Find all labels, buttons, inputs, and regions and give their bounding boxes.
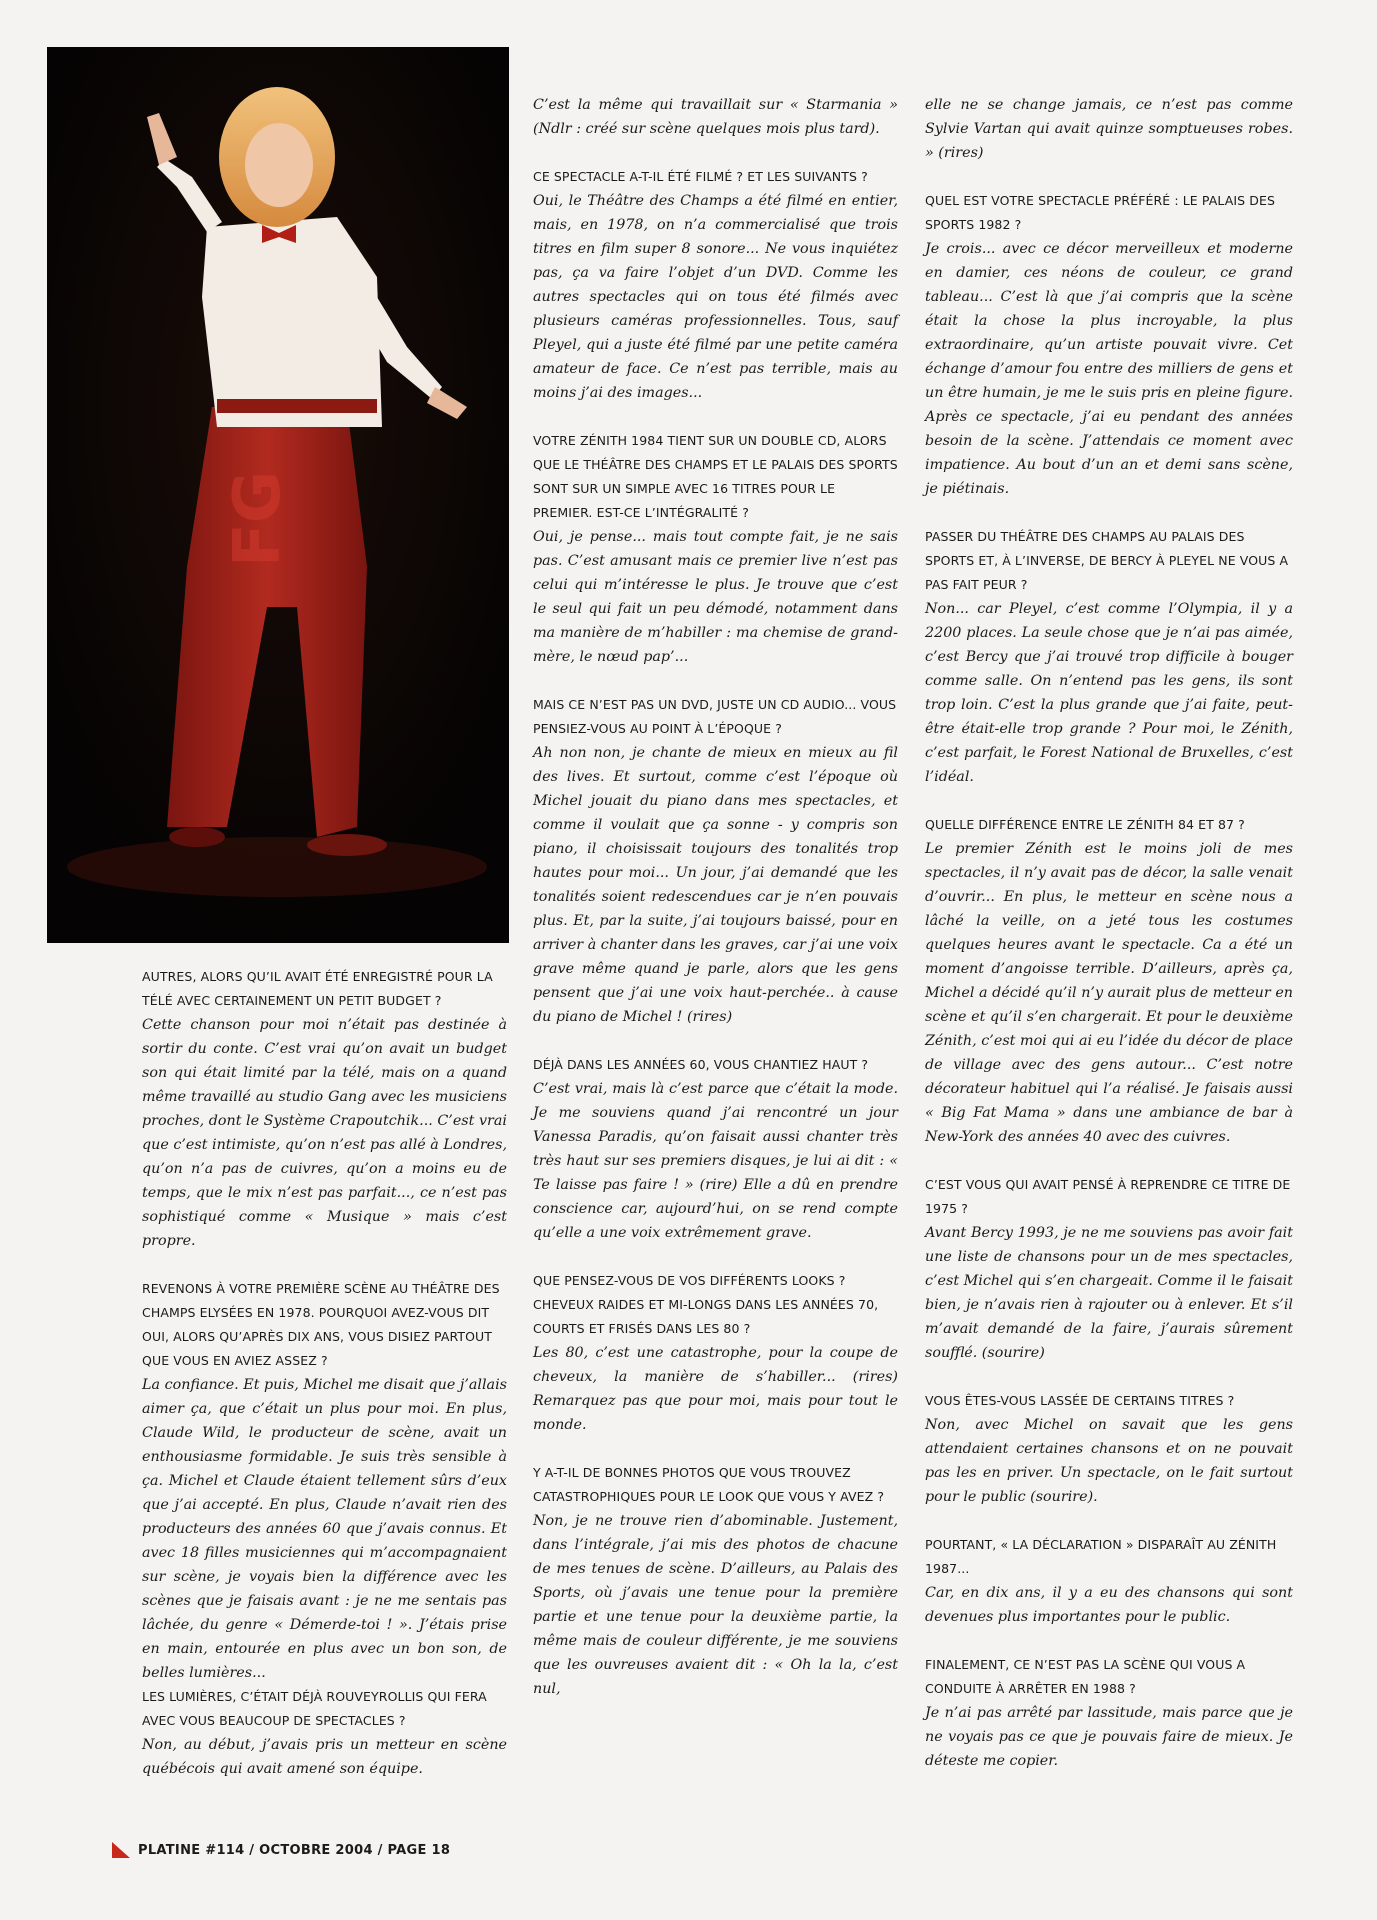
question: CE SPECTACLE A-T-IL ÉTÉ FILMÉ ? ET LES SUIVANTS ? bbox=[533, 169, 868, 184]
question: AUTRES, ALORS QU’IL AVAIT ÉTÉ ENREGISTRÉ POUR LA TÉLÉ AVEC CERTAINEMENT UN PETIT BUDGET ? bbox=[142, 969, 493, 1008]
question: QUELLE DIFFÉRENCE ENTRE LE ZÉNITH 84 ET 87 ? bbox=[925, 817, 1245, 832]
answer: C’est vrai, mais là c’est parce que c’était la mode. Je me souviens quand j’ai rencontré un jour Vanessa Paradis, qu’on faisait aussi chanter très très haut sur ses premiers disques, je lui ai dit : « Te laisse pas faire ! » (rire) Elle a dû en prendre conscience car, aujourd’hui, on se rend compte qu’elle a une voix extrêmement grave. bbox=[533, 1081, 898, 1241]
answer: Je crois... avec ce décor merveilleux et moderne en damier, ces néons de couleur, ce grand tableau... C’est là que j’ai compris que la scène était la chose la plus incroyable, la plus extraordinaire, qu’un artiste pouvait vivre. Cet échange d’amour fou entre des milliers de gens et un être humain, je me le suis pris en pleine figure. Après ce spectacle, j’ai eu pendant des années besoin de la scène. J’attendais ce moment avec impatience. Au bout d’un an et demi sans scène, je piétinais. bbox=[925, 241, 1293, 497]
answer: Cette chanson pour moi n’était pas destinée à sortir du conte. C’est vrai qu’on avait un budget son qui était limité par la télé, mais on a quand même travaillé au studio Gang avec les musiciens proches, dont le Système Crapoutchik... C’est vrai que c’est intimiste, qu’on n’est pas allé à Londres, qu’on n’a pas de cuivres, qu’on a moins eu de temps, que le mix n’est pas parfait..., ce n’est pas sophistiqué comme « Musique » mais c’est propre. bbox=[142, 1017, 507, 1249]
answer: Non, avec Michel on savait que les gens attendaient certaines chansons et on ne pouvait pas les en priver. Un spectacle, on le fait surtout pour le public (sourire). bbox=[925, 1417, 1293, 1505]
question: Y A-T-IL DE BONNES PHOTOS QUE VOUS TROUVEZ CATASTROPHIQUES POUR LE LOOK QUE VOUS Y AVEZ ? bbox=[533, 1465, 885, 1504]
question: FINALEMENT, CE N’EST PAS LA SCÈNE QUI VOUS A CONDUITE À ARRÊTER EN 1988 ? bbox=[925, 1657, 1246, 1696]
answer: Oui, le Théâtre des Champs a été filmé en entier, mais, en 1978, on n’a commercialisé que trois titres en film super 8 sonore... Ne vous inquiétez pas, ça va faire l’objet d’un DVD. Comme les autres spectacles qui on tous été filmés avec plusieurs caméras professionnelles. Tous, sauf Pleyel, qui a juste été filmé par une petite caméra amateur de face. Ce n’est pas terrible, mais au moins j’ai des images... bbox=[533, 193, 898, 401]
question: PASSER DU THÉÂTRE DES CHAMPS AU PALAIS DES SPORTS ET, À L’INVERSE, DE BERCY À PLEYEL NE VOUS A PAS FAIT PEUR ? bbox=[925, 529, 1289, 592]
answer: elle ne se change jamais, ce n’est pas comme Sylvie Vartan qui avait quinze somptueuses robes. » (rires) bbox=[925, 97, 1293, 161]
page-footer bbox=[112, 1842, 450, 1858]
question: VOUS ÊTES-VOUS LASSÉE DE CERTAINS TITRES ? bbox=[925, 1393, 1235, 1408]
photo-illustration bbox=[47, 47, 509, 943]
question: REVENONS À VOTRE PREMIÈRE SCÈNE AU THÉÂTRE DES CHAMPS ELYSÉES EN 1978. POURQUOI AVEZ-VOUS DIT OUI, ALORS QU’APRÈS DIX ANS, VOUS DISIEZ PARTOUT QUE VOUS EN AVIEZ ASSEZ ? bbox=[142, 1281, 500, 1368]
question: QUE PENSEZ-VOUS DE VOS DIFFÉRENTS LOOKS ? CHEVEUX RAIDES ET MI-LONGS DANS LES ANNÉES 70, COURTS ET FRISÉS DANS LES 80 ? bbox=[533, 1273, 879, 1336]
text-column-1 bbox=[142, 965, 507, 1781]
text-column-2 bbox=[533, 93, 898, 1701]
answer: Ah non non, je chante de mieux en mieux au fil des lives. Et surtout, comme c’est l’époque où Michel jouait du piano dans mes spectacles, et comme il voulait que ça sonne - y compris son piano, il choisissait toujours des tonalités trop hautes pour moi... Un jour, j’ai demandé que les tonalités soient redescendues car je n’en pouvais plus. Et, par la suite, j’ai toujours baissé, pour en arriver à chanter dans les graves, car j’ai une voix grave même quand je parle, alors que les gens pensent que j’ai une voix haut-perchée.. à cause du piano de Michel ! (rires) bbox=[533, 745, 898, 1025]
answer: Le premier Zénith est le moins joli de mes spectacles, il n’y avait pas de décor, la salle venait d’ouvrir... En plus, le metteur en scène nous a lâché la veille, on a jeté tous les costumes quelques heures avant le spectacle. Ca a été un moment d’angoisse terrible. D’ailleurs, après ça, Michel a décidé qu’il n’y aurait plus de metteur en scène et qu’il s’en chargerait. Et pour le deuxième Zénith, c’est moi qui ai eu l’idée du décor de place de village avec des gens autour... C’est notre décorateur habituel qui l’a réalisé. Je faisais aussi « Big Fat Mama » dans une ambiance de bar à New-York des années 40 avec des cuivres. bbox=[925, 841, 1293, 1145]
stage-logo: FG bbox=[221, 470, 295, 567]
question: MAIS CE N’EST PAS UN DVD, JUSTE UN CD AUDIO... VOUS PENSIEZ-VOUS AU POINT À L’ÉPOQUE ? bbox=[533, 697, 897, 736]
answer: Avant Bercy 1993, je ne me souviens pas avoir fait une liste de chansons pour un de mes spectacles, c’est Michel qui s’en chargeait. Comme il le faisait bien, je n’avais rien à rajouter ou à enlever. Et s’il m’avait demandé de la faire, j’aurais sûrement soufflé. (sourire) bbox=[925, 1225, 1293, 1361]
question: C’EST VOUS QUI AVAIT PENSÉ À REPRENDRE CE TITRE DE 1975 ? bbox=[925, 1177, 1291, 1216]
question: VOTRE ZÉNITH 1984 TIENT SUR UN DOUBLE CD, ALORS QUE LE THÉÂTRE DES CHAMPS ET LE PALAIS DES SPORTS SONT SUR UN SIMPLE AVEC 16 TITRES POUR LE PREMIER. EST-CE L’INTÉGRALITÉ ? bbox=[533, 433, 898, 520]
question: QUEL EST VOTRE SPECTACLE PRÉFÉRÉ : LE PALAIS DES SPORTS 1982 ? bbox=[925, 193, 1276, 232]
answer: Car, en dix ans, il y a eu des chansons qui sont devenues plus importantes pour le public. bbox=[925, 1585, 1293, 1625]
answer: C’est la même qui travaillait sur « Starmania » (Ndlr : créé sur scène quelques mois plus tard). bbox=[533, 97, 898, 137]
answer: Je n’ai pas arrêté par lassitude, mais parce que je ne voyais pas ce que je pouvais faire de mieux. Je déteste me copier. bbox=[925, 1705, 1293, 1769]
answer: Les 80, c’est une catastrophe, pour la coupe de cheveux, la manière de s’habiller... (rires) Remarquez pas que pour moi, mais pour tout le monde. bbox=[533, 1345, 898, 1433]
question: POURTANT, « LA DÉCLARATION » DISPARAÎT AU ZÉNITH 1987... bbox=[925, 1537, 1277, 1576]
footer-text: PLATINE #114 / OCTOBRE 2004 / PAGE 18 bbox=[138, 1842, 451, 1858]
triangle-icon bbox=[112, 1842, 130, 1858]
question: DÉJÀ DANS LES ANNÉES 60, VOUS CHANTIEZ HAUT ? bbox=[533, 1057, 869, 1072]
answer: Non, au début, j’avais pris un metteur en scène québécois qui avait amené son équipe. bbox=[142, 1737, 507, 1777]
answer: Oui, je pense... mais tout compte fait, je ne sais pas. C’est amusant mais ce premier live n’est pas celui qui m’intéresse le plus. Je trouve que c’est le seul qui fait un peu démodé, notamment dans ma manière de m’habiller : ma chemise de grand-mère, le nœud pap’... bbox=[533, 529, 898, 665]
text-column-3 bbox=[925, 93, 1293, 1773]
answer: Non... car Pleyel, c’est comme l’Olympia, il y a 2200 places. La seule chose que je n’ai pas aimée, c’est Bercy que j’ai trouvé trop difficile à bouger comme salle. On n’entend pas les gens, ils sont trop loin. C’est la plus grande que j’ai faite, peut-être était-elle trop grande ? Pour moi, le Zénith, c’est parfait, le Forest National de Bruxelles, c’est l’idéal. bbox=[925, 601, 1293, 785]
answer: Non, je ne trouve rien d’abominable. Justement, dans l’intégrale, j’ai mis des photos de chacune de mes tenues de scène. D’ailleurs, au Palais des Sports, où j’avais une tenue pour la première partie et une tenue pour la deuxième partie, la même mais de couleur différente, je me souviens que les ouvreuses avaient dit : « Oh la la, c’est nul, bbox=[533, 1513, 898, 1697]
answer: La confiance. Et puis, Michel me disait que j’allais aimer ça, que c’était un plus pour moi. En plus, Claude Wild, le producteur de scène, avait un enthousiasme formidable. Je suis très sensible à ça. Michel et Claude étaient tellement sûrs d’eux que j’ai accepté. En plus, Claude n’avait rien des producteurs des années 60 que j’avais connus. Et avec 18 filles musiciennes qui m’accompagnaient sur scène, je voyais bien la différence avec les scènes que je faisais avant : je ne me sentais pas lâchée, du genre « Démerde-toi ! ». J’étais prise en main, entourée en plus avec un bon son, de belles lumières... bbox=[142, 1377, 507, 1681]
singer-on-stage-photo bbox=[47, 47, 509, 943]
question: LES LUMIÈRES, C’ÉTAIT DÉJÀ ROUVEYROLLIS QUI FERA AVEC VOUS BEAUCOUP DE SPECTACLES ? bbox=[142, 1689, 487, 1728]
